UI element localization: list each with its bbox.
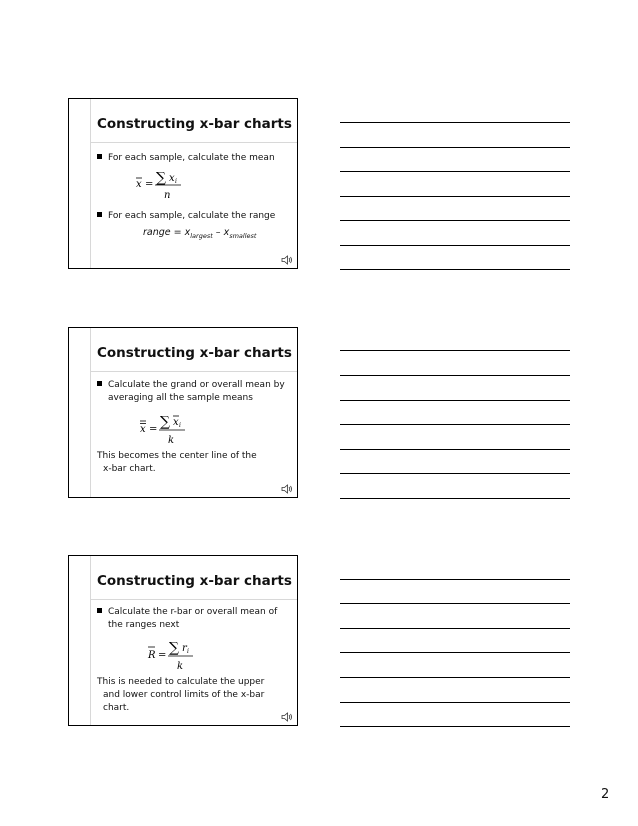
- numerator-sub: i: [179, 422, 181, 429]
- slide-1: [68, 98, 298, 269]
- bullet-item: For each sample, calculate the range: [97, 210, 292, 223]
- slide-2: [68, 327, 298, 498]
- denominator: k: [168, 435, 175, 446]
- range-formula: range = $x_{largest} - x_{smallest}$: [143, 227, 257, 240]
- grand-mean-formula: [135, 408, 195, 450]
- equals-sign: =: [149, 424, 158, 435]
- bullet-item: For each sample, calculate the mean: [97, 152, 292, 165]
- note-line: [340, 400, 570, 401]
- sigma-symbol: ∑: [156, 170, 166, 186]
- bullet-square: [97, 608, 102, 613]
- speaker-icon[interactable]: [281, 712, 293, 722]
- numerator-sub: i: [175, 178, 177, 185]
- page-number: 2: [601, 787, 610, 802]
- denominator: k: [177, 661, 184, 672]
- note-line: [340, 269, 570, 270]
- bullet-square: [97, 212, 102, 217]
- note-line: [340, 449, 570, 450]
- xbar-symbol: x: [136, 179, 142, 190]
- note-line: [340, 245, 570, 246]
- note-line: [340, 473, 570, 474]
- title-divider: [91, 599, 297, 600]
- note-line: [340, 702, 570, 703]
- slide-title: Constructing x-bar charts: [97, 573, 292, 589]
- numerator-var: r: [182, 643, 187, 654]
- speaker-icon[interactable]: [281, 255, 293, 265]
- note-line: [340, 196, 570, 197]
- note-line: [340, 147, 570, 148]
- note-line: [340, 122, 570, 123]
- slide-title: Constructing x-bar charts: [97, 345, 292, 361]
- note-line: [340, 171, 570, 172]
- bullet-item: Calculate the grand or overall mean by averaging all the sample means: [97, 379, 292, 405]
- speaker-icon[interactable]: [281, 484, 293, 494]
- note-line: [340, 726, 570, 727]
- note-line: [340, 652, 570, 653]
- sigma-symbol: ∑: [169, 640, 179, 656]
- equals-sign: =: [158, 650, 167, 661]
- title-divider: [91, 142, 297, 143]
- title-divider: [91, 371, 297, 372]
- note-line: [340, 579, 570, 580]
- numerator-sub: i: [187, 648, 189, 655]
- mean-formula: [131, 165, 191, 207]
- bullet-square: [97, 154, 102, 159]
- note-line: [340, 498, 570, 499]
- numerator-var: x: [169, 173, 175, 184]
- slide-margin-line: [90, 328, 91, 497]
- bullet-square: [97, 381, 102, 386]
- numerator-var: x: [173, 417, 179, 428]
- note-line: [340, 375, 570, 376]
- equals-sign: =: [145, 179, 154, 190]
- bullet-item: Calculate the r-bar or overall mean of the ranges next: [97, 606, 292, 632]
- slide-3: [68, 555, 298, 726]
- note-line: [340, 220, 570, 221]
- slide-title: Constructing x-bar charts: [97, 116, 292, 132]
- sigma-symbol: ∑: [160, 414, 170, 430]
- note-line: [340, 350, 570, 351]
- note-line: [340, 677, 570, 678]
- rbar-symbol: R: [148, 650, 156, 661]
- slide-margin-line: [90, 556, 91, 725]
- denominator: n: [164, 190, 171, 201]
- note-line: [340, 628, 570, 629]
- note-line: [340, 603, 570, 604]
- slide-margin-line: [90, 99, 91, 268]
- xdoublebar-symbol: x: [140, 424, 146, 435]
- note-line: [340, 424, 570, 425]
- rbar-formula: [143, 634, 203, 676]
- paragraph: This is needed to calculate the upper and lower control limits of the x-bar chart.: [97, 677, 265, 713]
- paragraph: This becomes the center line of the x-bar chart.: [97, 451, 257, 474]
